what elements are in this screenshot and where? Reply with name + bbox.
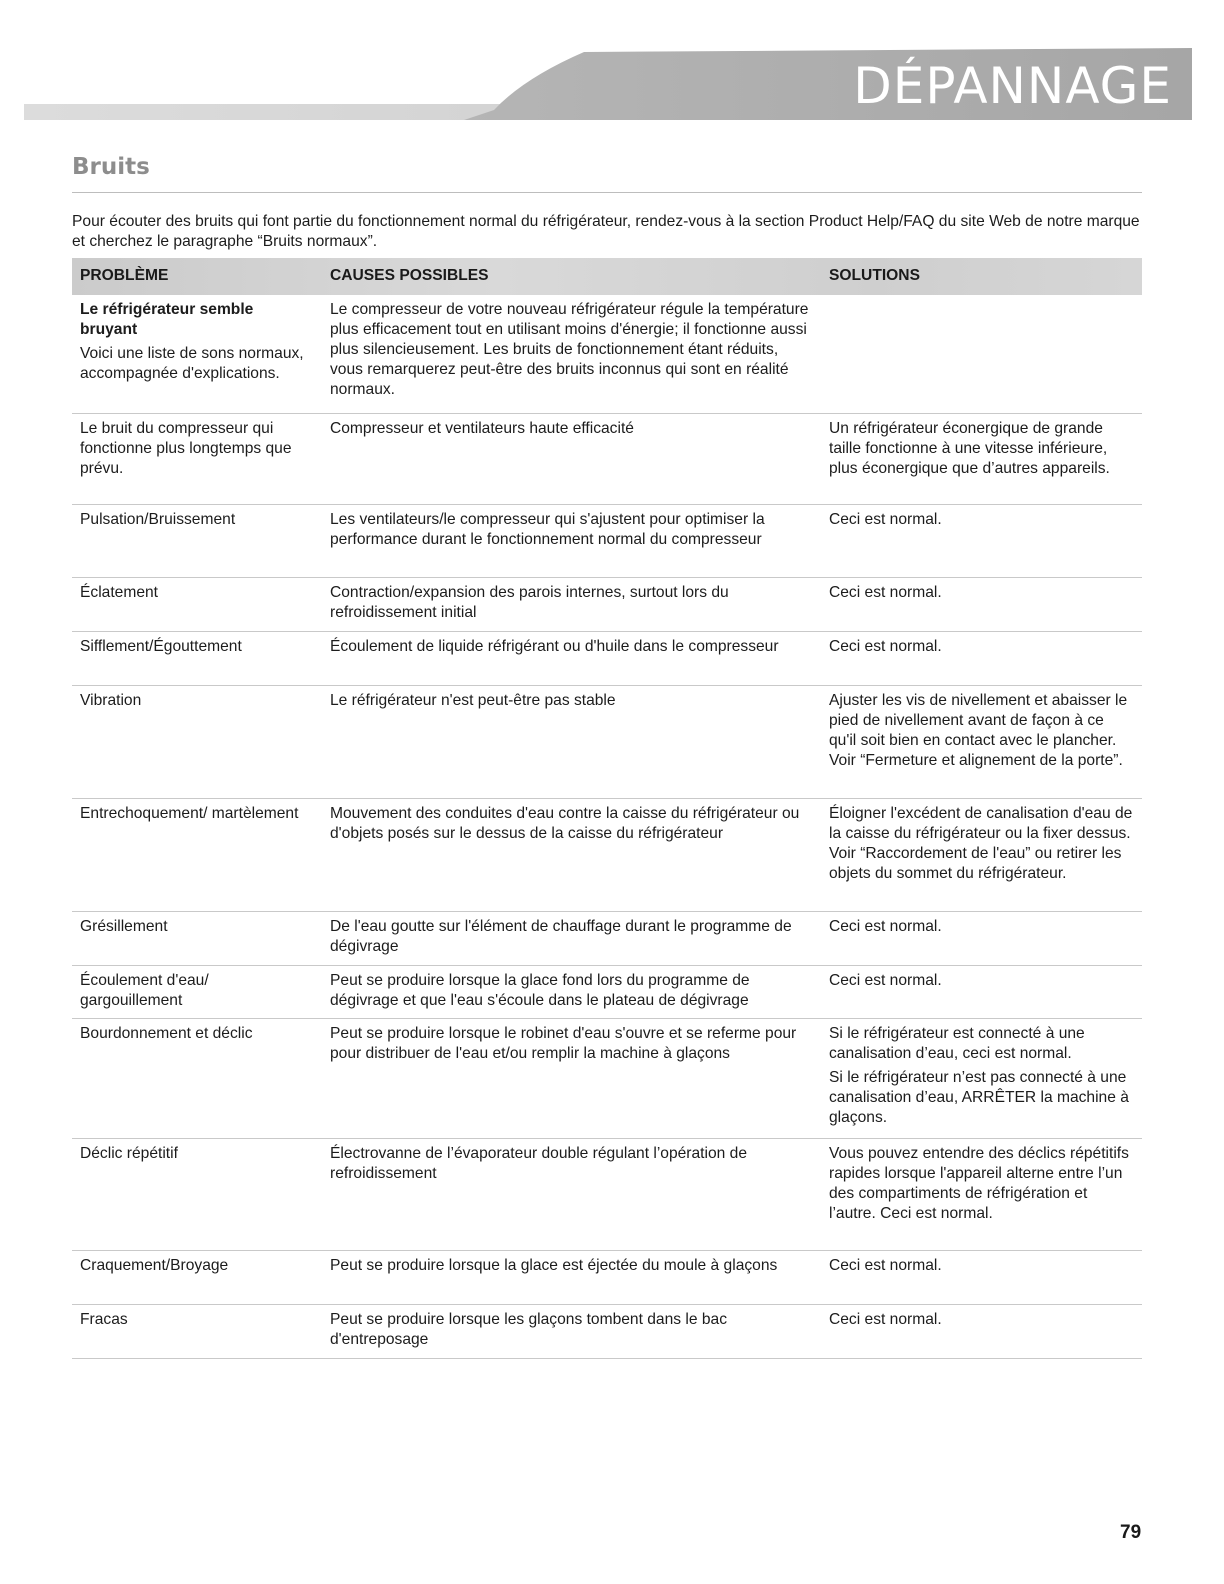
cause-cell: Électrovanne de l’évaporateur double régulant l’opération de refroidissement (330, 1145, 747, 1182)
table-header (72, 258, 1142, 295)
solution-cell (821, 1024, 1142, 1132)
table-row (72, 686, 1142, 799)
solution-cell: Ceci est normal. (829, 638, 942, 655)
problem-cell: Le bruit du compresseur qui fonctionne plus longtemps que prévu. (80, 420, 292, 477)
solution-cell (821, 300, 1142, 407)
table-row (72, 632, 1142, 686)
table-row (72, 1019, 1142, 1139)
problem-cell: Pulsation/Bruissement (80, 511, 236, 528)
table-row (72, 505, 1142, 578)
solution-cell: Ceci est normal. (829, 584, 942, 601)
cause-cell: Peut se produire lorsque le robinet d'eau s'ouvre et se referme pour pour distribuer de l'eau et/ou remplir la machine à glaçons (330, 1025, 797, 1062)
problem-cell: Entrechoquement/ martèlement (80, 805, 299, 822)
solution-cell: Ceci est normal. (829, 1257, 942, 1274)
cause-cell: Le compresseur de votre nouveau réfrigérateur régule la température plus efficacement tout en utilisant moins d'énergie; il fonctionne aussi plus silencieusement. Les bruits de fonctionnement étant réduits, vous remarquerez peut-être des bruits inconnus qui sont en réalité normaux. (330, 301, 809, 398)
header-probleme: PROBLÈME (80, 267, 169, 284)
problem-subtitle: Voici une liste de sons normaux, accompagnée d'explications. (80, 345, 304, 382)
table-row (72, 578, 1142, 632)
title-divider (72, 192, 1142, 193)
header-causes: CAUSES POSSIBLES (330, 267, 489, 284)
solution-cell: Ceci est normal. (829, 972, 942, 989)
solution-cell: Ajuster les vis de nivellement et abaisser le pied de nivellement avant de façon à ce qu'il soit bien en contact avec le plancher. Voir “Fermeture et alignement de la porte”. (829, 692, 1128, 769)
cause-cell: Compresseur et ventilateurs haute efficacité (330, 420, 634, 437)
problem-cell: Grésillement (80, 918, 168, 935)
problem-title: Le réfrigérateur semble bruyant (80, 301, 254, 338)
solution-cell: Ceci est normal. (829, 1311, 942, 1328)
cause-cell: Peut se produire lorsque les glaçons tombent dans le bac d'entreposage (330, 1311, 728, 1348)
table-row (72, 912, 1142, 966)
problem-cell: Vibration (80, 692, 142, 709)
section-title: Bruits (72, 154, 150, 180)
table-row (72, 295, 1142, 414)
table-row (72, 966, 1142, 1019)
table-row (72, 799, 1142, 912)
problem-cell (72, 300, 322, 407)
table-row (72, 1251, 1142, 1305)
cause-cell: Le réfrigérateur n'est peut-être pas stable (330, 692, 616, 709)
cause-cell: Peut se produire lorsque la glace est éjectée du moule à glaçons (330, 1257, 778, 1274)
cause-cell: De l'eau goutte sur l'élément de chauffage durant le programme de dégivrage (330, 918, 792, 955)
intro-paragraph: Pour écouter des bruits qui font partie du fonctionnement normal du réfrigérateur, rendez-vous à la section Product Help/FAQ du site Web de notre marque et cherchez le paragraphe “Bruits normaux”. (72, 213, 1140, 250)
solution-cell: Éloigner l'excédent de canalisation d'eau de la caisse du réfrigérateur ou la fixer dessus. Voir “Raccordement de l'eau” ou retirer les objets du sommet du réfrigérateur. (829, 805, 1133, 882)
table-row (72, 414, 1142, 505)
solution-cell: Un réfrigérateur éconergique de grande taille fonctionne à une vitesse inférieure, plus éconergique que d’autres appareils. (829, 420, 1110, 477)
problem-cell: Sifflement/Égouttement (80, 638, 242, 655)
table-row (72, 1305, 1142, 1359)
problem-cell: Déclic répétitif (80, 1145, 178, 1162)
header-banner (24, 48, 1192, 120)
banner-title: DÉPANNAGE (853, 57, 1172, 115)
solution-cell: Ceci est normal. (829, 511, 942, 528)
troubleshooting-table (72, 295, 1142, 1359)
page-number: 79 (1120, 1522, 1142, 1543)
table-row (72, 1139, 1142, 1251)
problem-cell: Éclatement (80, 584, 159, 601)
cause-cell: Contraction/expansion des parois internes, surtout lors du refroidissement initial (330, 584, 729, 621)
solution-paragraph: Si le réfrigérateur n’est pas connecté à une canalisation d’eau, ARRÊTER la machine à glaçons. (829, 1069, 1129, 1126)
cause-cell: Écoulement de liquide réfrigérant ou d'huile dans le compresseur (330, 638, 779, 655)
solution-cell: Ceci est normal. (829, 918, 942, 935)
problem-cell: Fracas (80, 1311, 128, 1328)
problem-cell: Écoulement d'eau/ gargouillement (80, 972, 209, 1009)
cause-cell: Mouvement des conduites d'eau contre la caisse du réfrigérateur ou d'objets posés sur le dessus de la caisse du réfrigérateur (330, 805, 800, 842)
cause-cell: Peut se produire lorsque la glace fond lors du programme de dégivrage et que l'eau s'écoule dans le plateau de dégivrage (330, 972, 750, 1009)
cause-cell: Les ventilateurs/le compresseur qui s'ajustent pour optimiser la performance durant le fonctionnement normal du compresseur (330, 511, 765, 548)
solution-cell: Vous pouvez entendre des déclics répétitifs rapides lorsque l'appareil alterne entre l’un des compartiments de réfrigération et l’autre. Ceci est normal. (829, 1145, 1129, 1222)
solution-paragraph: Si le réfrigérateur est connecté à une canalisation d’eau, ceci est normal. (829, 1025, 1085, 1062)
header-solutions: SOLUTIONS (829, 267, 920, 284)
problem-cell: Bourdonnement et déclic (80, 1025, 253, 1042)
problem-cell: Craquement/Broyage (80, 1257, 229, 1274)
